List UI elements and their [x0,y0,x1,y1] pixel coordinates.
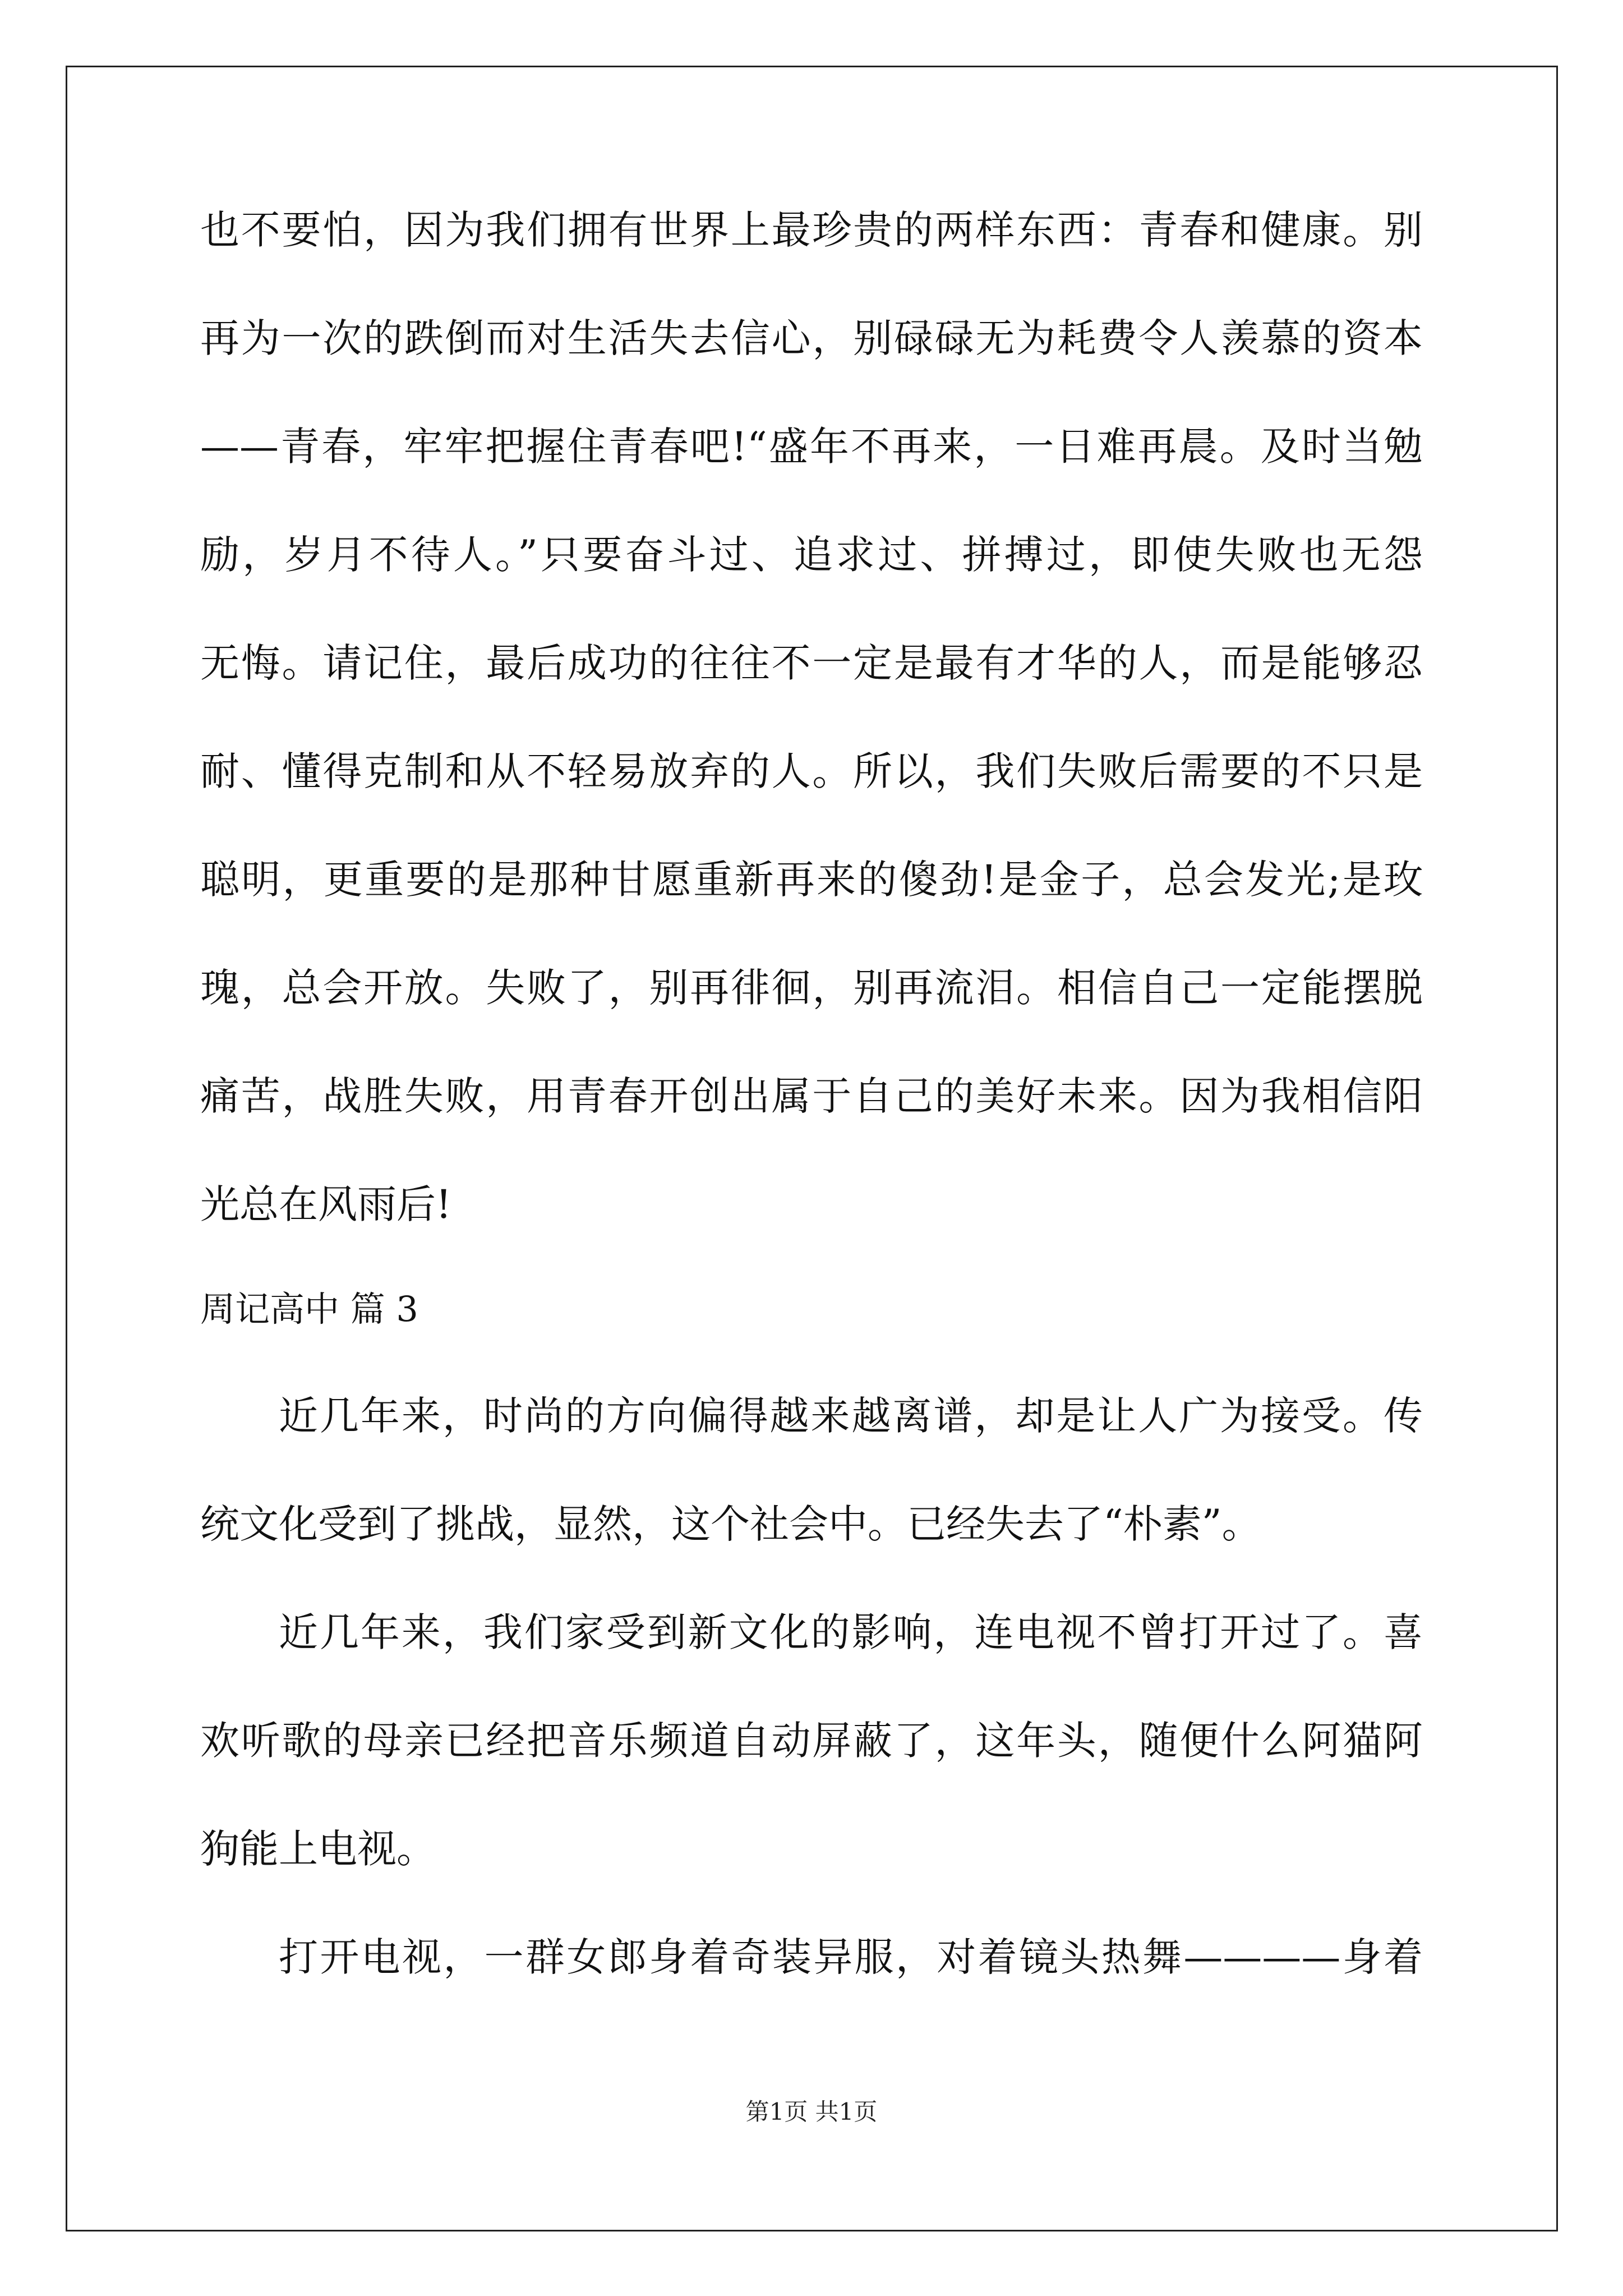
paragraph-line: 近几年来，时尚的方向偏得越来越离谱，却是让人广为接受。传 [279,1393,1423,1439]
page-number-footer: 第1页 共1页 [745,2098,878,2125]
paragraph-line: 耐、懂得克制和从不轻易放弃的人。所以，我们失败后需要的不只是 [200,748,1423,794]
paragraph-line: 狗能上电视。 [200,1826,436,1872]
paragraph-line: 欢听歌的母亲已经把音乐频道自动屏蔽了，这年头，随便什么阿猫阿 [200,1718,1423,1764]
paragraph-line: 光总在风雨后! [200,1181,452,1227]
paragraph-line: 痛苦，战胜失败，用青春开创出属于自己的美好未来。因为我相信阳 [200,1073,1423,1119]
paragraph-line: 也不要怕，因为我们拥有世界上最珍贵的两样东西：青春和健康。别 [200,207,1423,253]
paragraph-line: 近几年来，我们家受到新文化的影响，连电视不曾打开过了。喜 [279,1609,1423,1655]
paragraph-line: ——青春，牢牢把握住青春吧!“盛年不再来，一日难再晨。及时当勉 [200,424,1423,470]
paragraph-line: 打开电视，一群女郎身着奇装异服，对着镜头热舞————身着 [279,1934,1423,1980]
paragraph-line: 励，岁月不待人。”只要奋斗过、追求过、拼搏过，即使失败也无怨 [200,532,1423,578]
section-heading: 周记高中 篇 3 [200,1289,418,1329]
paragraph-line: 无悔。请记住，最后成功的往往不一定是最有才华的人，而是能够忍 [200,640,1423,686]
page-border [66,66,1558,2231]
paragraph-line: 瑰，总会开放。失败了，别再徘徊，别再流泪。相信自己一定能摆脱 [200,965,1423,1011]
paragraph-line: 统文化受到了挑战，显然，这个社会中。已经失去了“朴素”。 [200,1501,1261,1547]
paragraph-line: 再为一次的跌倒而对生活失去信心，别碌碌无为耗费令人羡慕的资本 [200,315,1423,361]
paragraph-line: 聪明，更重要的是那种甘愿重新再来的傻劲!是金子，总会发光;是玫 [200,857,1423,903]
